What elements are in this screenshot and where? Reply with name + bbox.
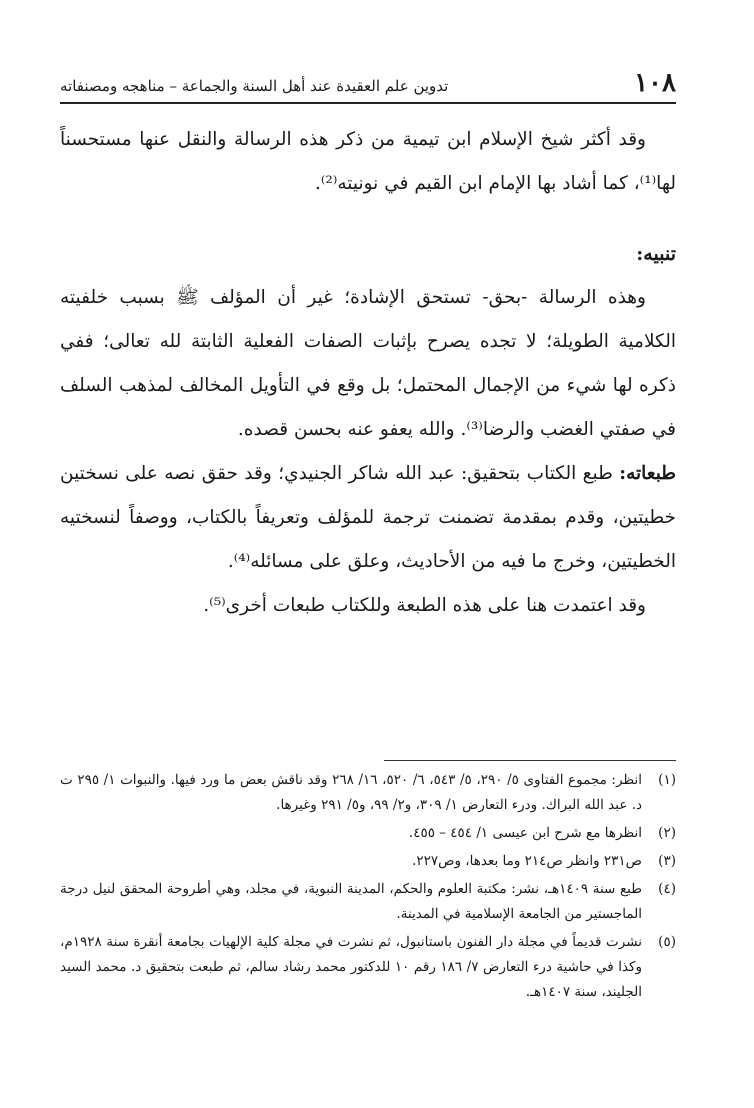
running-title: تدوين علم العقيدة عند أهل السنة والجماعة – مناهجه ومصنفاته — [60, 77, 449, 95]
paragraph-note: وهذه الرسالة -بحق- تستحق الإشادة؛ غير أن المؤلف ﷺ بسبب خلفيته الكلامية الطويلة؛ لا تجده يصرح بإثبات الصفات الفعلية الثابتة لله تعالى؛ ففي ذكره لها شيء من الإجمال المحتمل؛ بل وقع في التأويل المخالف لمذهب السلف في صفتي الغضب والرضا⁽³⁾. والله يعفو عنه بحسن قصده. — [60, 287, 676, 440]
footnote-5 — [60, 930, 676, 1005]
footnote-text: ص٢٣١ وانظر ص٢١٤ وما بعدها، وص٢٢٧. — [412, 853, 642, 869]
footnote-number: (٣) — [658, 853, 676, 869]
paragraph-praise: وقد أكثر شيخ الإسلام ابن تيمية من ذكر هذه الرسالة والنقل عنها مستحسناً لها⁽¹⁾، كما أشاد بها الإمام ابن القيم في نونيته⁽²⁾. — [60, 129, 676, 194]
editions-label: طبعاته: — [619, 463, 676, 484]
page-number: ١٠٨ — [634, 68, 676, 98]
footnotes — [60, 768, 676, 1008]
footnote-1 — [60, 768, 676, 818]
footnote-3 — [60, 849, 676, 874]
footnote-number: (١) — [658, 772, 676, 788]
footnote-number: (٤) — [658, 881, 676, 897]
footnote-text: طبع سنة ١٤٠٩هـ، نشر: مكتبة العلوم والحكم، المدينة النبوية، في مجلد، وهي أطروحة المحقق لنيل درجة الماجستير من الجامعة الإسلامية في المدينة. — [60, 881, 642, 922]
footnote-2 — [60, 821, 676, 846]
editions-text: طبع الكتاب بتحقيق: عبد الله شاكر الجنيدي؛ وقد حقق نصه على نسختين خطيتين، وقدم بمقدمة تضمنت ترجمة للمؤلف وتعريفاً بالكتاب، ووصفاً لنسختيه الخطيتين، وخرج ما فيه من الأحاديث، وعلق على مسائله⁽⁴⁾. — [60, 463, 676, 572]
footnote-4 — [60, 877, 676, 927]
spacer — [60, 206, 676, 224]
footnote-number: (٥) — [658, 934, 676, 950]
running-header — [60, 62, 676, 104]
paragraph-editions — [60, 452, 676, 584]
main-text — [60, 118, 676, 628]
footnote-text: انظر: مجموع الفتاوى ٥/ ٢٩٠، ٥/ ٥٤٣، ٦/ ٥٢٠، ١٦/ ٢٦٨ وقد ناقش بعض ما ورد فيها. والنبوات ١/ ٢٩٥ ت د. عبد الله البراك. ودرء التعارض ١/ ٣٠٩، و٢/ ٩٩، و٥/ ٢٩١ وغيرها. — [60, 772, 642, 813]
section-heading-note: تنبيه: — [636, 243, 676, 265]
footnote-text: انظرها مع شرح ابن عيسى ١/ ٤٥٤ – ٤٥٥. — [408, 825, 642, 841]
footnote-separator — [384, 760, 676, 761]
footnote-number: (٢) — [658, 825, 676, 841]
footnote-text: نشرت قديماً في مجلة دار الفنون باستانبول، ثم نشرت في مجلة كلية الإلهيات بجامعة أنقرة سنة ١٩٢٨م، وكذا في حاشية درء التعارض ٧/ ١٨٦ رقم ١٠ للدكتور محمد رشاد سالم، ثم طبعت بتحقيق د. محمد السيد الجليند، سنة ١٤٠٧هـ. — [60, 934, 642, 1000]
paragraph-adopted-edition: وقد اعتمدت هنا على هذه الطبعة وللكتاب طبعات أخرى⁽⁵⁾. — [203, 595, 646, 616]
